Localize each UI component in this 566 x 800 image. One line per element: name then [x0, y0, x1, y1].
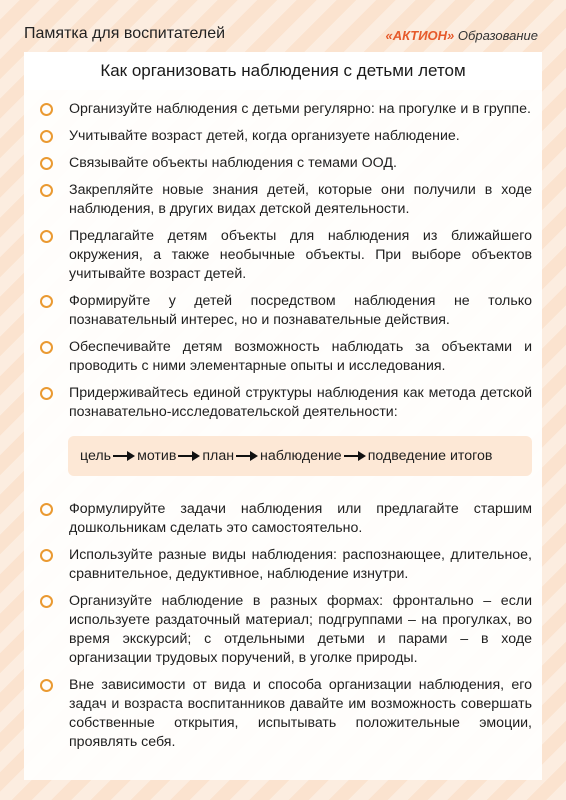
flow-step: подведение итогов — [367, 448, 493, 464]
header-title: Памятка для воспитателей — [24, 25, 226, 42]
circle-bullet-icon — [40, 341, 53, 354]
circle-bullet-icon — [40, 387, 53, 400]
flow-step: цель — [80, 448, 112, 464]
arrow-right-icon — [113, 451, 135, 461]
item-text: Формулируйте задачи наблюдения или предлагайте старшим дошкольникам сделать это самостоятельно. — [69, 501, 532, 536]
structure-flow-row — [24, 436, 542, 476]
list-item — [24, 592, 542, 668]
arrow-right-icon — [236, 451, 258, 461]
circle-bullet-icon — [40, 679, 53, 692]
circle-bullet-icon — [40, 184, 53, 197]
flow-step: мотив — [137, 448, 177, 464]
item-text: Предлагайте детям объекты для наблюдения из ближайшего окружения, а также необычные объекты. При выборе объектов учитывайте возраст детей. — [69, 228, 532, 282]
list-item — [24, 154, 542, 173]
circle-bullet-icon — [40, 230, 53, 243]
circle-bullet-icon — [40, 549, 53, 562]
arrow-right-icon — [344, 451, 366, 461]
circle-bullet-icon — [40, 595, 53, 608]
circle-bullet-icon — [40, 157, 53, 170]
list-item — [24, 338, 542, 376]
content-panel — [24, 90, 542, 780]
brand-sub: Образование — [457, 28, 538, 43]
list-item — [24, 181, 542, 219]
item-text: Учитывайте возраст детей, когда организуете наблюдение. — [69, 128, 460, 144]
tips-list — [24, 100, 542, 760]
item-text: Формируйте у детей посредством наблюдения не только познавательный интерес, но и познавательные действия. — [69, 293, 532, 328]
list-item — [24, 676, 542, 752]
item-text: Вне зависимости от вида и способа организации наблюдения, его задач и возраста воспитанников давайте им возможность совершать собственные открытия, испытывать положительные эмоции, проявлять себя. — [69, 677, 532, 750]
list-item — [24, 546, 542, 584]
brand-mark: «АКТИОН» — [385, 28, 455, 43]
main-title: Как организовать наблюдения с детьми летом — [24, 52, 542, 90]
list-item — [24, 292, 542, 330]
item-text: Придерживайтесь единой структуры наблюдения как метода детской познавательно-исследовательской деятельности: — [69, 385, 532, 420]
item-text: Обеспечивайте детям возможность наблюдать за объектами и проводить с ними элементарные опыты и исследования. — [69, 339, 532, 374]
arrow-right-icon — [178, 451, 200, 461]
flow-step: план — [202, 448, 235, 464]
list-item — [24, 100, 542, 119]
brand-logo — [386, 28, 539, 43]
flow-step: наблюдение — [260, 448, 342, 464]
item-text: Закрепляйте новые знания детей, которые они получили в ходе наблюдения, в других видах детской деятельности. — [69, 182, 532, 217]
structure-flow — [68, 436, 532, 476]
list-item — [24, 227, 542, 284]
circle-bullet-icon — [40, 295, 53, 308]
circle-bullet-icon — [40, 130, 53, 143]
item-text: Связывайте объекты наблюдения с темами ООД. — [69, 155, 397, 171]
circle-bullet-icon — [40, 103, 53, 116]
page-header — [0, 0, 566, 50]
list-item — [24, 127, 542, 146]
item-text: Организуйте наблюдения с детьми регулярно: на прогулке и в группе. — [69, 101, 531, 117]
item-text: Используйте разные виды наблюдения: распознающее, длительное, сравнительное, дедуктивное, наблюдение изнутри. — [69, 547, 532, 582]
item-text: Организуйте наблюдение в разных формах: фронтально – если используете раздаточный материал; подгруппами – на прогулках, во время экскурсий; с отдельными детьми и парами – в ходе организации трудовых поручений, в уголке природы. — [69, 593, 532, 666]
list-item — [24, 384, 542, 422]
circle-bullet-icon — [40, 503, 53, 516]
list-item — [24, 500, 542, 538]
